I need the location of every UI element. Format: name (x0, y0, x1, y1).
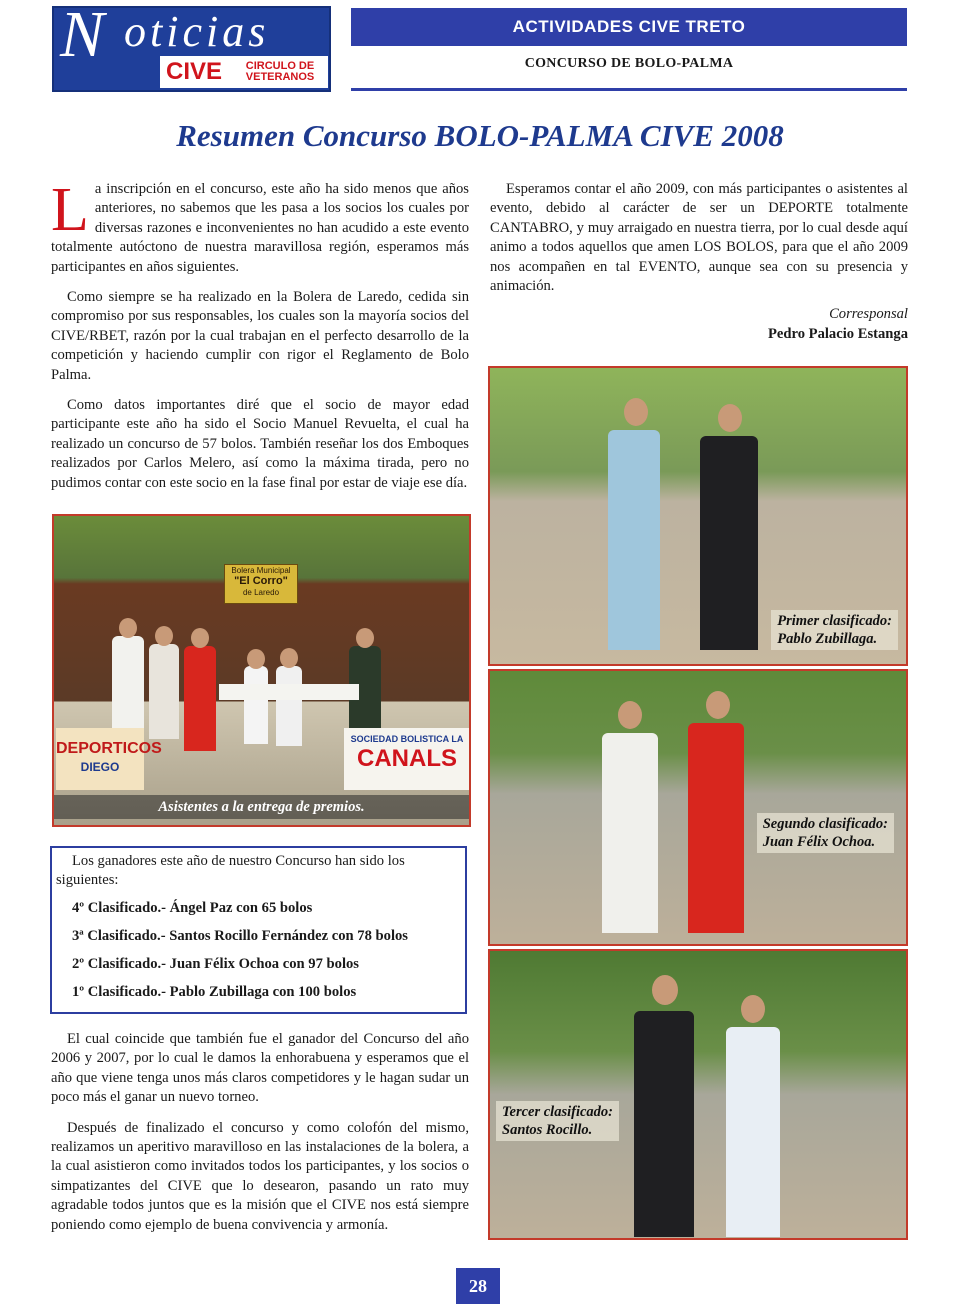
prize-table (219, 684, 359, 700)
paragraph-5: Después de finalizado el concurso y como colofón del mismo, realizamos un aperitivo maravilloso en las instalaciones de la bolera, a la cual asistieron como invitados todos los participantes, y los socios o simpatizantes del CIVE que lo desearon, pasando un rato muy agradable todos juntos que es la misión que el CIVE nos está siempre poniendo como ejemplo de buena convivencia y armonía. (51, 1119, 469, 1233)
person-figure (700, 436, 758, 650)
drop-cap: L (51, 176, 89, 244)
person-figure (726, 1027, 780, 1237)
third-place-caption-line2: Santos Rocillo. (502, 1122, 593, 1138)
paragraph-3: Como datos importantes diré que el socio de mayor edad participante este año ha sido el Socio Manuel Revuelta, el cual ha realizado un concurso de 57 bolos. También reseñar los dos Emboques realizados por Carlos Melero, así como la máxima tirada, pero no pudimos contar con este socio en la fase final por estar de viaje ese día. (51, 397, 469, 491)
group-photo-caption: Asistentes a la entrega de premios. (54, 795, 469, 819)
third-place-photo (488, 949, 908, 1240)
paragraph-4: El cual coincide que también fue el ganador del Concurso del año 2006 y 2007, por lo cual le damos la enhorabuena y esperamos que el año que viene tenga unos más claros competidores y le hagan sudar un poco más el ganar un nuevo torneo. (51, 1031, 469, 1106)
logo-org: CIVE (166, 58, 223, 85)
banner-right-line1: SOCIEDAD BOLISTICA LA (350, 734, 464, 744)
person-head (718, 404, 742, 432)
page-number: 28 (456, 1268, 500, 1304)
person-head (741, 995, 765, 1023)
bolera-sign (224, 564, 298, 604)
bolera-sign-line3: de Laredo (242, 588, 280, 597)
winner-3rd: 3ª Clasificado.- Santos Rocillo Fernández con 78 bolos (72, 928, 408, 944)
person-figure (184, 646, 216, 751)
third-place-caption (496, 1101, 619, 1141)
person-head (652, 975, 678, 1005)
magazine-logo (52, 0, 331, 92)
person-figure (149, 644, 179, 739)
bottom-left-column (51, 1030, 469, 1246)
person-head (119, 618, 137, 638)
first-place-photo (488, 366, 908, 666)
signature-role: Corresponsal (829, 306, 908, 322)
first-place-caption-line1: Primer clasificado: (777, 613, 892, 629)
article-title: Resumen Concurso BOLO-PALMA CIVE 2008 (176, 118, 784, 153)
banner-left-line1: DEPORTICOS (56, 740, 162, 757)
third-place-caption-line1: Tercer clasificado: (502, 1104, 614, 1120)
person-head (155, 626, 173, 646)
banner-right (344, 728, 470, 790)
logo-subtitle-line1: CIRCULO DE (245, 60, 315, 72)
second-place-photo (488, 669, 908, 946)
second-place-caption-line2: Juan Félix Ochoa. (762, 834, 876, 850)
banner-left-line2: DIEGO (80, 760, 120, 774)
winners-intro: Los ganadores este año de nuestro Concurso han sido los siguientes: (56, 853, 405, 888)
person-head (706, 691, 730, 719)
person-figure (602, 733, 658, 933)
signature (600, 304, 908, 344)
logo-org-box (160, 56, 328, 88)
logo-word: oticias (124, 7, 270, 56)
first-place-caption (771, 610, 898, 650)
winner-4th: 4º Clasificado.- Ángel Paz con 65 bolos (72, 900, 313, 916)
person-figure (276, 666, 302, 746)
header-rule (351, 88, 907, 91)
bolera-sign-line1: Bolera Municipal (231, 566, 291, 575)
second-place-caption-line1: Segundo clasificado: (762, 816, 888, 832)
winners-box (50, 846, 467, 1014)
right-column (490, 180, 908, 307)
person-head (280, 648, 298, 668)
banner-right-line2: CANALS (357, 745, 457, 772)
section-heading: ACTIVIDADES CIVE TRETO (351, 8, 907, 46)
paragraph-1 (51, 176, 469, 277)
banner-left (56, 728, 162, 790)
person-head (247, 649, 265, 669)
person-head (618, 701, 642, 729)
person-figure (688, 723, 744, 933)
second-place-caption (757, 813, 894, 853)
first-place-caption-line2: Pablo Zubillaga. (777, 631, 878, 647)
logo-subtitle-line2: VETERANOS (245, 71, 315, 83)
person-figure (112, 636, 144, 731)
logo-initial: N (60, 0, 105, 71)
paragraph-1-text: a inscripción en el concurso, este año ha sido menos que años anteriores, no sabemos que les pasa a los socios los cuales por diversas razones e inconvenientes no han acudido a este evento totalmente autóctono de nuestra maravillosa región, esperamos más participantes en años siguientes. (51, 181, 469, 275)
person-figure (608, 430, 660, 650)
person-head (624, 398, 648, 426)
person-figure (634, 1011, 694, 1237)
person-figure (244, 666, 268, 744)
winner-1st: 1º Clasificado.- Pablo Zubillaga con 100 bolos (72, 984, 357, 1000)
section-subheading: CONCURSO DE BOLO-PALMA (524, 56, 734, 71)
group-photo (52, 514, 471, 827)
person-head (191, 628, 209, 648)
paragraph-right: Esperamos contar el año 2009, con más participantes o asistentes al evento, debido al carácter de ser un DEPORTE totalmente CANTABRO, y muy arraigado en nuestra tierra, por lo cual desde aquí animo a todos aquellos que amen LOS BOLOS, para que el año 2009 nos acompañen en tal EVENTO, aunque sea con su presencia y animación. (490, 181, 908, 295)
paragraph-2: Como siempre se ha realizado en la Bolera de Laredo, cedida sin compromiso por sus responsables, los cuales son la mayoría socios del CIVE/RBET, razón por la cual trabajan en el perfecto desarrollo de la competición y haciendo cumplir con rigor el Reglamento de Bolo Palma. (51, 289, 469, 383)
logo-subtitle (236, 61, 324, 83)
signature-name: Pedro Palacio Estanga (768, 326, 908, 342)
left-column (51, 176, 469, 504)
winner-2nd: 2º Clasificado.- Juan Félix Ochoa con 97 bolos (72, 956, 359, 972)
bolera-sign-line2: "El Corro" (234, 575, 288, 587)
person-head (356, 628, 374, 648)
